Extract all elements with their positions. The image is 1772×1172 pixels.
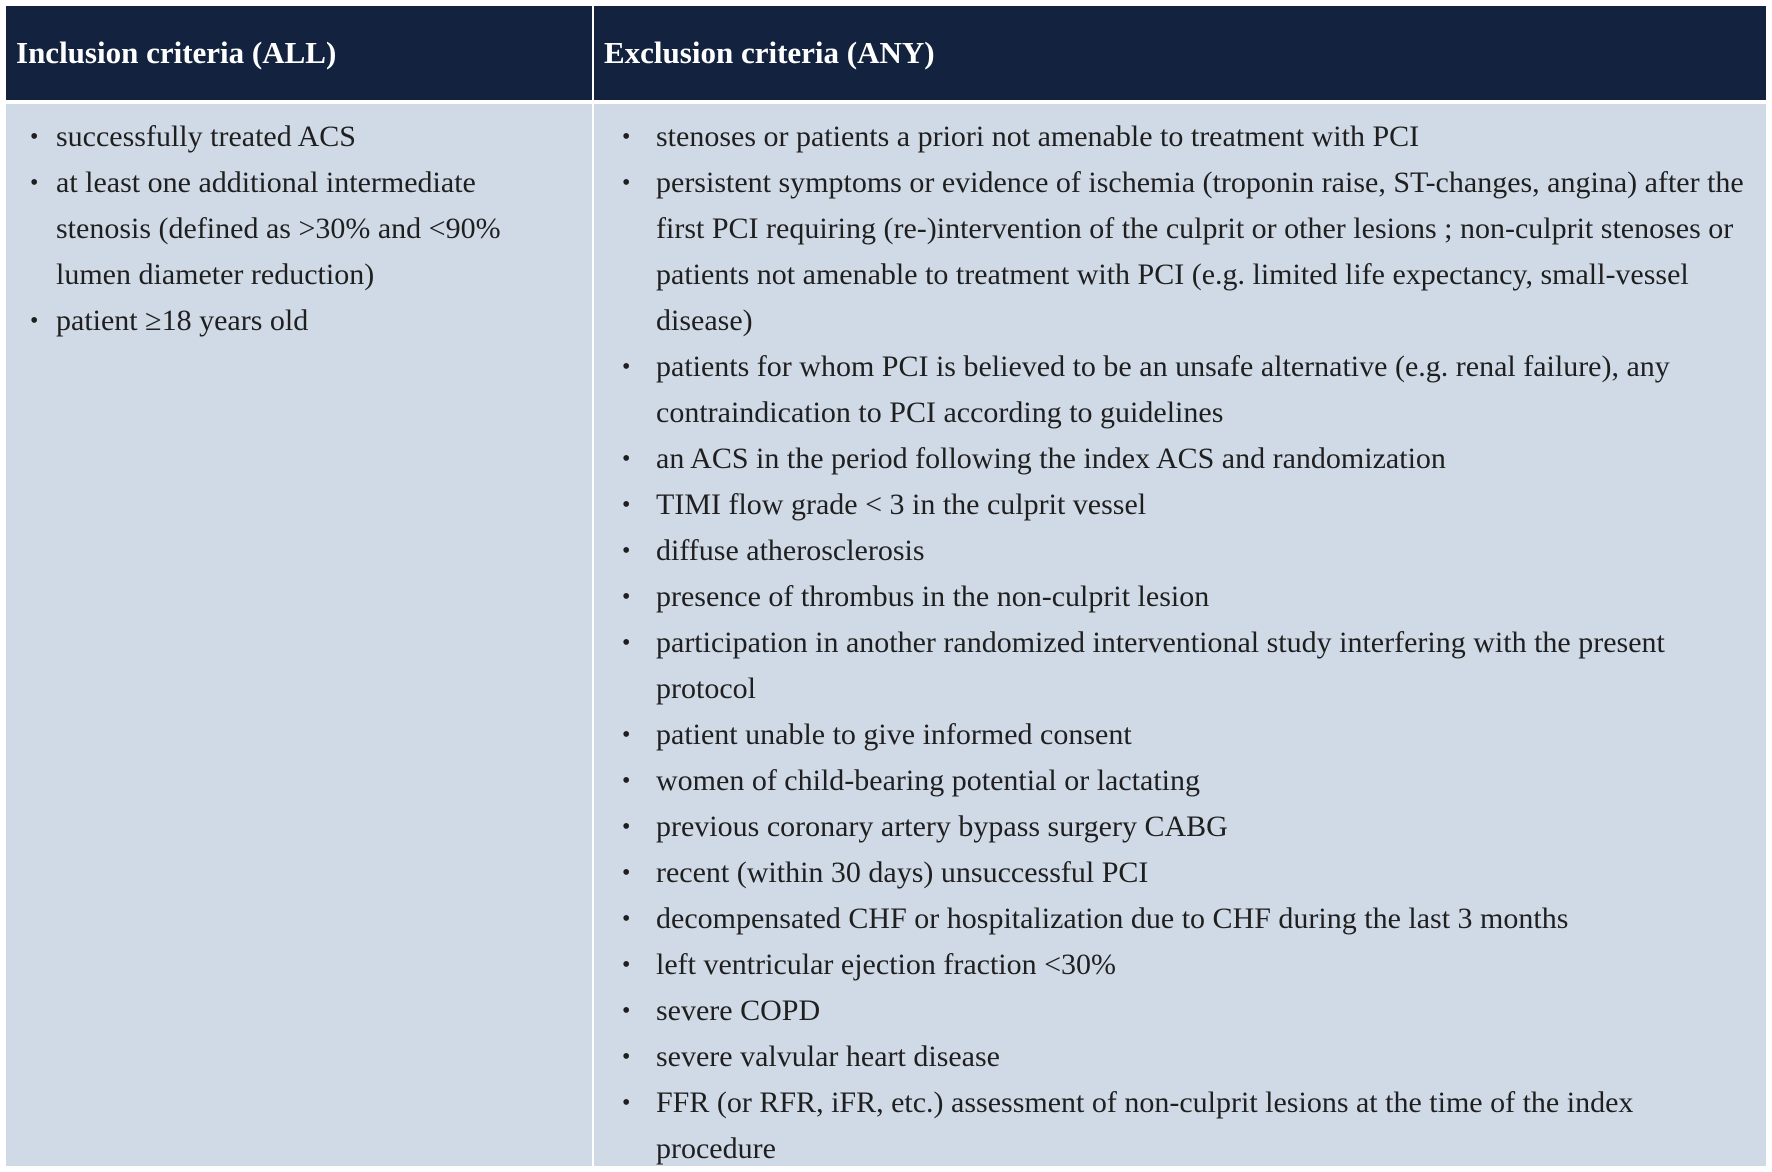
exclusion-cell bbox=[594, 100, 1766, 1166]
bullet-icon: • bbox=[622, 814, 631, 840]
criteria-item-text: persistent symptoms or evidence of ischemia (troponin raise, ST-changes, angina) after the first PCI requiring (re-)intervention of the culprit or other lesions ; non-culprit stenoses or patients not amenable to treatment with PCI (e.g. limited life expectancy, small-vessel disease) bbox=[656, 166, 1744, 337]
inclusion-header: Inclusion criteria (ALL) bbox=[6, 6, 594, 100]
bullet-icon: • bbox=[622, 446, 631, 472]
criteria-item-text: stenoses or patients a priori not amenable to treatment with PCI bbox=[656, 120, 1420, 153]
criteria-item-text: patients for whom PCI is believed to be an unsafe alternative (e.g. renal failure), any contraindication to PCI according to guidelines bbox=[656, 350, 1670, 429]
exclusion-list bbox=[594, 114, 1766, 1172]
criteria-item bbox=[6, 114, 592, 160]
criteria-item-text: women of child-bearing potential or lactating bbox=[656, 764, 1200, 797]
criteria-item-text: left ventricular ejection fraction <30% bbox=[656, 948, 1117, 981]
inclusion-cell bbox=[6, 100, 594, 1166]
criteria-item bbox=[594, 850, 1766, 896]
bullet-icon: • bbox=[622, 952, 631, 978]
criteria-item bbox=[594, 344, 1766, 436]
criteria-item-text: previous coronary artery bypass surgery CABG bbox=[656, 810, 1228, 843]
criteria-item bbox=[594, 160, 1766, 344]
bullet-icon: • bbox=[622, 354, 631, 380]
bullet-icon: • bbox=[622, 492, 631, 518]
criteria-item bbox=[594, 620, 1766, 712]
criteria-item bbox=[594, 896, 1766, 942]
criteria-item-text: patient unable to give informed consent bbox=[656, 718, 1132, 751]
bullet-icon: • bbox=[622, 998, 631, 1024]
bullet-icon: • bbox=[622, 584, 631, 610]
bullet-icon: • bbox=[30, 308, 39, 334]
criteria-item-text: diffuse atherosclerosis bbox=[656, 534, 925, 567]
bullet-icon: • bbox=[622, 538, 631, 564]
exclusion-header: Exclusion criteria (ANY) bbox=[594, 6, 1766, 100]
criteria-table bbox=[6, 6, 1766, 1166]
criteria-item-text: presence of thrombus in the non-culprit lesion bbox=[656, 580, 1210, 613]
criteria-item-text: an ACS in the period following the index ACS and randomization bbox=[656, 442, 1446, 475]
bullet-icon: • bbox=[622, 860, 631, 886]
criteria-item-text: decompensated CHF or hospitalization due to CHF during the last 3 months bbox=[656, 902, 1569, 935]
criteria-item bbox=[594, 574, 1766, 620]
criteria-item bbox=[594, 712, 1766, 758]
bullet-icon: • bbox=[622, 768, 631, 794]
bullet-icon: • bbox=[30, 124, 39, 150]
bullet-icon: • bbox=[622, 630, 631, 656]
bullet-icon: • bbox=[622, 722, 631, 748]
bullet-icon: • bbox=[622, 124, 631, 150]
criteria-item-text: severe COPD bbox=[656, 994, 821, 1027]
criteria-item bbox=[594, 114, 1766, 160]
bullet-icon: • bbox=[622, 906, 631, 932]
inclusion-list bbox=[6, 114, 592, 344]
bullet-icon: • bbox=[622, 170, 631, 196]
bullet-icon: • bbox=[30, 170, 39, 196]
criteria-item-text: recent (within 30 days) unsuccessful PCI bbox=[656, 856, 1149, 889]
criteria-item-text: at least one additional intermediate stenosis (defined as >30% and <90% lumen diameter reduction) bbox=[56, 166, 501, 291]
criteria-item-text: TIMI flow grade < 3 in the culprit vessel bbox=[656, 488, 1147, 521]
criteria-item bbox=[594, 1080, 1766, 1172]
criteria-item-text: FFR (or RFR, iFR, etc.) assessment of non-culprit lesions at the time of the index procedure bbox=[656, 1086, 1634, 1165]
criteria-item bbox=[594, 942, 1766, 988]
criteria-item bbox=[594, 1034, 1766, 1080]
bullet-icon: • bbox=[622, 1044, 631, 1070]
bullet-icon: • bbox=[622, 1090, 631, 1116]
criteria-item bbox=[6, 160, 592, 298]
criteria-item-text: successfully treated ACS bbox=[56, 120, 356, 153]
criteria-item bbox=[594, 988, 1766, 1034]
criteria-item bbox=[594, 436, 1766, 482]
criteria-item bbox=[594, 482, 1766, 528]
criteria-item bbox=[594, 758, 1766, 804]
criteria-item bbox=[6, 298, 592, 344]
criteria-item-text: severe valvular heart disease bbox=[656, 1040, 1000, 1073]
criteria-item bbox=[594, 804, 1766, 850]
criteria-item bbox=[594, 528, 1766, 574]
criteria-item-text: participation in another randomized interventional study interfering with the present protocol bbox=[656, 626, 1665, 705]
criteria-item-text: patient ≥18 years old bbox=[56, 304, 309, 337]
